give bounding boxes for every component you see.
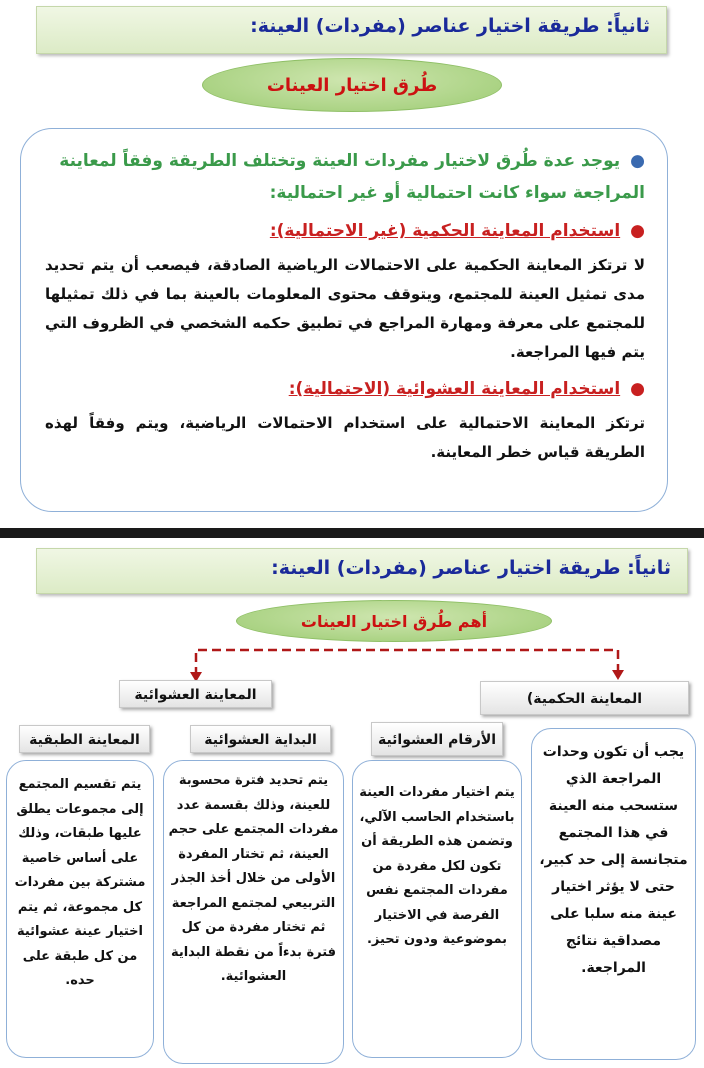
random-start-box [163, 760, 344, 1064]
random-numbers-label-text: الأرقام العشوائية [377, 732, 497, 748]
stratified-box [6, 760, 154, 1058]
intro-text: يوجد عدة طُرق لاختيار مفردات العينة وتختلف الطريقة وفقاً لمعاينة المراجعة سواء كانت احتمالية أو غير احتمالية: [59, 151, 645, 203]
random-numbers-box [352, 760, 522, 1058]
stratified-text: يتم تقسيم المجتمع إلى مجموعات يطلق عليها طبقات، وذلك على أساس خاصية مشتركة بين مفردات كل مجموعة، ثم يتم اختيار عينة عشوائية من كل طبقة على حده. [14, 777, 146, 988]
random-sampling-label-text: المعاينة العشوائية [134, 687, 257, 703]
judgmental-sampling-label [480, 681, 689, 715]
random-start-text: يتم تحديد فترة محسوبة للعينة، وذلك بقسمة عدد مفردات المجتمع على حجم العينة، ثم تختار المفردة الأولى من خلال أخذ الجذر التربيعي لمجتمع المراجعة ثم تختار مفردة من كل فترة بدءاً من نقطة البداية العشوائية. [168, 773, 339, 984]
judgmental-box [531, 728, 696, 1060]
stratified-label [19, 725, 150, 753]
judgmental-paragraph: لا ترتكز المعاينة الحكمية على الاحتمالات الرياضية الصادقة، فيصعب أن يتم تحديد مدى تمثيل العينة للمجتمع، ويتوقف محتوى المعلومات بالعينة بما في ذلك تمثيلها للمجتمع على معرفة ومهارة المراجع في تطبيق حكمه الشخصي في الظروف التي يتم فيها المراجعة. [45, 256, 645, 361]
top-title: ثانياً: طريقة اختيار عناصر (مفردات) العينة: [250, 15, 650, 37]
bottom-title: ثانياً: طريقة اختيار عناصر (مفردات) العينة: [271, 557, 671, 579]
random-numbers-text: يتم اختيار مفردات العينة باستخدام الحاسب الآلي، وتضمن هذه الطريقة أن تكون لكل مفردة من مفردات المجتمع نفس الفرصة في الاختيار بموضوعية ودون تحيز. [359, 785, 515, 947]
bottom-ellipse-label: أهم طُرق اختيار العينات [300, 612, 488, 631]
random-start-label [190, 725, 331, 753]
judgmental-text: يجب أن تكون وحدات المراجعة الذي ستسحب منه العينة في هذا المجتمع متجانسة إلى حد كبير، حتى لا يؤثر اختيار عينة منه سلبا على مصداقية نتائج المراجعة. [539, 744, 688, 976]
random-sampling-label [119, 680, 272, 708]
judgmental-sampling-label-text: المعاينة الحكمية) [526, 691, 643, 707]
bullet-icon: ● [630, 221, 645, 241]
random-paragraph: ترتكز المعاينة الاحتمالية على استخدام الاحتمالات الرياضية، ويتم وفقاً لهذه الطريقة قياس خطر المعاينة. [45, 414, 645, 461]
random-numbers-label [371, 722, 503, 756]
random-start-label-text: البداية العشوائية [204, 732, 317, 748]
random-heading: استخدام المعاينة العشوائية (الاحتمالية): [288, 379, 621, 399]
judgmental-heading: استخدام المعاينة الحكمية (غير الاحتمالية): [269, 221, 621, 241]
top-ellipse-label: طُرق اختيار العينات [266, 75, 438, 96]
arrow-right-icon [612, 670, 624, 680]
bullet-icon: ● [630, 151, 645, 171]
bullet-icon: ● [630, 379, 645, 399]
dashed-connector [196, 650, 618, 676]
stratified-label-text: المعاينة الطبقية [29, 732, 140, 748]
